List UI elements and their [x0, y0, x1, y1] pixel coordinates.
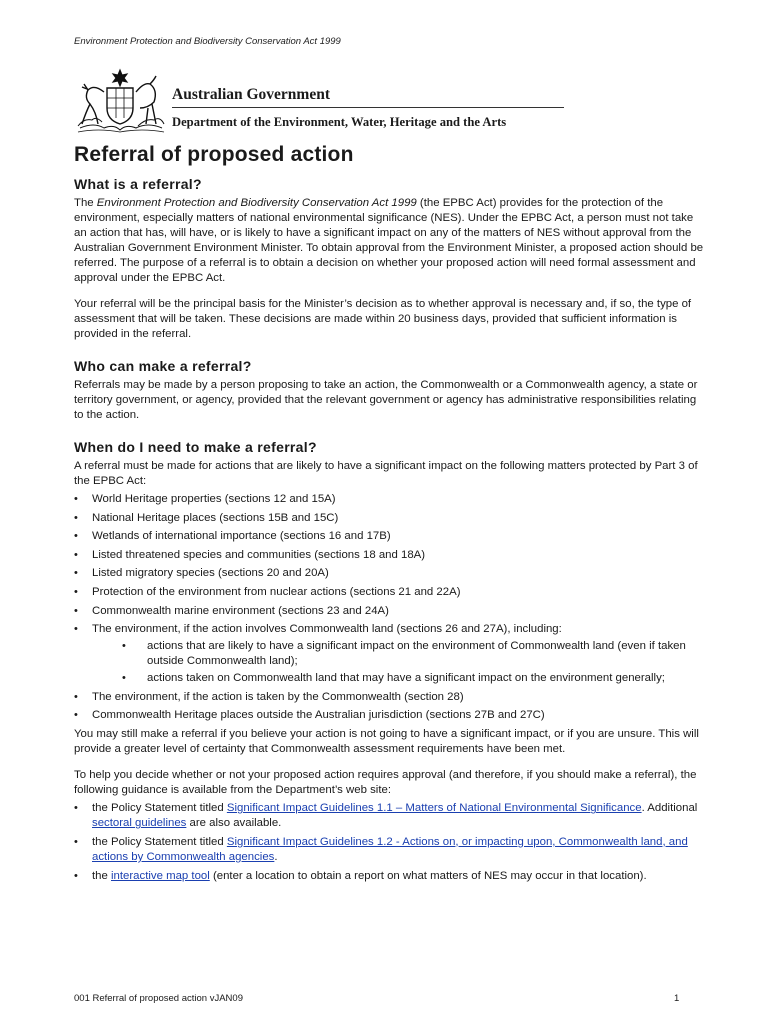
- government-name: Australian Government: [172, 86, 331, 103]
- section-heading-when: When do I need to make a referral?: [74, 439, 317, 455]
- section-heading-what: What is a referral?: [74, 176, 202, 192]
- protected-matters-list: [74, 492, 704, 723]
- list-item: • World Heritage properties (sections 12 and 15A): [74, 492, 704, 507]
- guidance-list: [74, 801, 704, 883]
- list-item: • National Heritage places (sections 15B and 15C): [74, 511, 704, 526]
- significant-impact-guidelines-1-1-link[interactable]: Significant Impact Guidelines 1.1 – Matters of National Environmental Significance: [226, 802, 642, 815]
- page-number: 1: [674, 993, 680, 1004]
- government-logo: [74, 68, 570, 134]
- list-item: • Wetlands of international importance (sections 16 and 17B): [74, 529, 704, 544]
- section-heading-who: Who can make a referral?: [74, 358, 252, 374]
- coat-of-arms-icon: [74, 68, 166, 134]
- sub-list-item: • actions that are likely to have a significant impact on the environment of Commonwealth land (even if taken outside Commonwealth land);: [92, 639, 704, 669]
- list-item: • Listed migratory species (sections 20 and 20A): [74, 566, 704, 581]
- logo-divider: [172, 107, 564, 108]
- document-body: [74, 143, 704, 894]
- paragraph-epbc-intro: The Environment Protection and Biodiversity Conservation Act 1999 (the EPBC Act) provides for the protection of the environment, especially matters of national environmental significance (NES). Under the EPBC Act, a person must not take an action that has, will have, or is likely to have a significant impact on any of the matters of NES without approval from the Australian Government Environment Minister. To obtain approval from the Environment Minister, a proposed action should be referred. The purpose of a referral is to obtain a decision on whether your proposed action will need formal assessment and approval under the EPBC Act.: [74, 197, 704, 284]
- running-header: Environment Protection and Biodiversity Conservation Act 1999: [74, 36, 341, 47]
- act-name: Environment Protection and Biodiversity Conservation Act 1999: [96, 197, 417, 209]
- paragraph-principal-basis: Your referral will be the principal basis for the Minister’s decision as to whether approval is necessary and, if so, the type of assessment that will be taken. These decisions are made within 20 business days, provided that sufficient information is provided in the referral.: [74, 298, 692, 340]
- list-item: • Protection of the environment from nuclear actions (sections 21 and 22A): [74, 585, 704, 600]
- paragraph-when-intro: A referral must be made for actions that are likely to have a significant impact on the following matters protected by Part 3 of the EPBC Act:: [74, 460, 698, 487]
- sub-list-item: • actions taken on Commonwealth land that may have a significant impact on the environment generally;: [92, 671, 704, 686]
- paragraph-guidance-intro: To help you decide whether or not your proposed action requires approval (and therefore, if you should make a referral), the following guidance is available from the Department’s web site:: [74, 769, 697, 797]
- list-item: • The environment, if the action involves Commonwealth land (sections 26 and 27A), including: • actions that are likely to have a significant impact on the environment of Commonwealth land (even if taken outside Commonwealth land); • actions taken on Commonwealth land that may have a significant impact on the environment generally;: [74, 622, 704, 686]
- list-item: • the Policy Statement titled Significant Impact Guidelines 1.2 - Actions on, or impacting upon, Commonwealth land, and actions by Commonwealth agencies.: [74, 835, 704, 865]
- sectoral-guidelines-link[interactable]: sectoral guidelines: [92, 817, 187, 830]
- document-title: Referral of proposed action: [74, 143, 354, 166]
- list-item: • the interactive map tool (enter a location to obtain a report on what matters of NES may occur in that location).: [74, 869, 704, 884]
- list-item: • The environment, if the action is taken by the Commonwealth (section 28): [74, 690, 704, 705]
- paragraph-who-can-refer: Referrals may be made by a person proposing to take an action, the Commonwealth or a Commonwealth agency, a state or territory government, or agency, provided that the relevant government or agency has administrative responsibilities relating to the action.: [74, 379, 698, 421]
- department-name: Department of the Environment, Water, Heritage and the Arts: [172, 115, 507, 129]
- paragraph-unsure: You may still make a referral if you believe your action is not going to have a significant impact, or if you are unsure. This will provide a greater level of certainty that Commonwealth assessment requirements have been met.: [74, 728, 699, 756]
- list-item: • the Policy Statement titled Significant Impact Guidelines 1.1 – Matters of National Environmental Significance. Additional sectoral guidelines are also available.: [74, 801, 704, 831]
- list-item: • Listed threatened species and communities (sections 18 and 18A): [74, 548, 704, 563]
- significant-impact-guidelines-1-2-link[interactable]: Significant Impact Guidelines 1.2 - Actions on, or impacting upon, Commonwealth land, and actions by Commonwealth agencies: [92, 835, 688, 863]
- interactive-map-tool-link[interactable]: interactive map tool: [111, 869, 210, 882]
- list-item: • Commonwealth marine environment (sections 23 and 24A): [74, 604, 704, 619]
- list-item: • Commonwealth Heritage places outside the Australian jurisdiction (sections 27B and 27C): [74, 708, 704, 723]
- commonwealth-land-sublist: [92, 639, 704, 686]
- footer-document-id: 001 Referral of proposed action vJAN09: [74, 993, 243, 1004]
